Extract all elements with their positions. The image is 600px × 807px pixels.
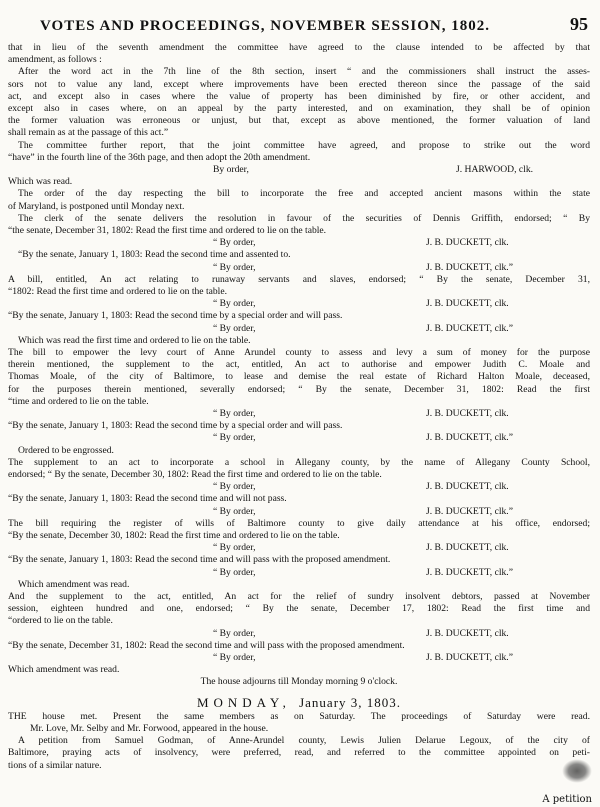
text-line: except also in cases where, on an appeal by the party interested, and on examination, they shall be of opinion	[8, 103, 590, 115]
by-order-text: “ By order,	[213, 298, 256, 310]
clerk-name: J. B. DUCKETT, clk.	[426, 627, 509, 639]
text-line: amendment, as follows :	[8, 54, 102, 66]
ink-blot	[562, 759, 592, 783]
clerk-name: J. B. DUCKETT, clk.	[426, 481, 509, 493]
signature-line	[8, 567, 590, 579]
text-line: that in lieu of the seventh amendment the committee have agreed to the clause intended to be affected by that	[8, 42, 590, 53]
by-order-text: “ By order,	[213, 322, 256, 334]
text-line: Mr. Love, Mr. Selby and Mr. Forwood, appeared in the house.	[30, 722, 269, 734]
monday-proceedings	[8, 711, 590, 772]
text-line: The supplement to an act to incorporate a school in Allegany county, by the name of Allegany County School,	[8, 456, 590, 468]
text-line: act, and except also in cases where the value of property has been diminished by fire, or other accident, and	[8, 90, 590, 102]
text-line: Which amendment was read.	[8, 664, 120, 676]
text-line: Which amendment was read.	[18, 578, 130, 590]
signature-line	[8, 481, 590, 493]
text-line: The order of the day respecting the bill to incorporate the free and accepted ancient masons within the state	[18, 188, 590, 200]
by-order-text: “ By order,	[213, 481, 256, 493]
text-line: “the senate, December 31, 1802: Read the first time and ordered to lie on the table.	[8, 225, 327, 237]
signature-line	[8, 262, 590, 274]
clerk-name: J. HARWOOD, clk.	[456, 164, 534, 176]
by-order-text: “ By order,	[213, 432, 256, 444]
signature-line	[8, 652, 590, 664]
signature-line	[8, 408, 590, 420]
catchword: A petition	[542, 794, 592, 805]
signature-line	[8, 506, 590, 518]
text-line: session, eighteen hundred and one, endorsed; “ By the senate, December 17, 1802: Read the first time and	[8, 603, 590, 615]
text-line: “1802: Read the first time and ordered to lie on the table.	[8, 286, 227, 298]
text-line: sors not to value any land, except where improvements have been erected thereon since the passage of the said	[8, 78, 590, 90]
text-line: “ordered to lie on the table.	[8, 615, 113, 627]
text-line: Baltimore, praying acts of insolvency, were preferred, read, and referred to the committee appointed on peti-	[8, 747, 590, 759]
clerk-name: J. B. DUCKETT, clk.	[426, 408, 509, 420]
clerk-name: J. B. DUCKETT, clk.	[426, 298, 509, 310]
text-line: The house adjourns till Monday morning 9 o'clock.	[200, 676, 398, 688]
running-header	[40, 12, 588, 42]
text-line: The bill requiring the register of wills of Baltimore county to give daily attendance at his office, endorsed;	[8, 517, 590, 529]
page-number: 95	[570, 14, 588, 34]
text-line: tions of a similar nature.	[8, 759, 102, 771]
by-order-text: “ By order,	[213, 408, 256, 420]
text-line: endorsed; “ By the senate, December 30, 1802: Read the first time and ordered to lie on the table.	[8, 469, 382, 480]
text-line: of Maryland, is postponed until Monday next.	[8, 200, 185, 212]
document-body	[8, 42, 590, 807]
text-line: The clerk of the senate delivers the resolution in favour of the securities of Dennis Griffith, endorsed; “ By	[18, 212, 590, 224]
day-date: January 3, 1803.	[299, 694, 402, 710]
clerk-name: J. B. DUCKETT, clk.”	[426, 322, 513, 334]
day-heading	[8, 694, 590, 710]
text-line: “By the senate, January 1, 1803: Read the second time and will not pass.	[8, 493, 287, 505]
text-line: A petition from Samuel Godman, of Anne-Arundel county, Lewis Julien Delarue Legoux, of the city of	[18, 735, 590, 747]
text-line: “By the senate, January 1, 1803: Read the second time by a special order and will pass.	[8, 310, 343, 322]
text-line: “By the senate, January 1, 1803: Read the second time and assented to.	[18, 249, 291, 261]
text-line: THE house met. Present the same members as on Saturday. The proceedings of Saturday were read.	[8, 710, 590, 722]
signature-line	[8, 323, 590, 335]
by-order-text: “ By order,	[213, 566, 256, 578]
text-line: After the word act in the 7th line of the 8th section, insert “ and the commissioners shall instruct the asses-	[18, 66, 590, 78]
signature-line	[8, 164, 590, 176]
by-order-text: “ By order,	[213, 651, 256, 663]
text-line: therein mentioned, the supplement to the act, entitled, An act to authorise and empower Judith C. Moale and	[8, 359, 590, 371]
text-line: “By the senate, December 30, 1802: Read the first time and ordered to lie on the table.	[8, 529, 340, 541]
text-line: “By the senate, December 31, 1802: Read the second time and will pass with the proposed amendment.	[8, 639, 405, 651]
by-order-text: By order,	[213, 164, 249, 176]
by-order-text: “ By order,	[213, 237, 256, 249]
signature-line	[8, 628, 590, 640]
clerk-name: J. B. DUCKETT, clk.”	[426, 651, 513, 663]
text-line: Thomas Moale, of the city of Baltimore, to lease and demise the real estate of Richard Halton Moale, deceased,	[8, 371, 590, 383]
text-line: Which was read the first time and ordered to lie on the table.	[18, 334, 251, 346]
text-line: for the purposes therein mentioned, severally endorsed; “ By the senate, December 31, 1802: Read the first	[8, 383, 590, 395]
clerk-name: J. B. DUCKETT, clk.”	[426, 505, 513, 517]
text-line: the former valuation was erroneous or unjust, but that, except as above mentioned, the former valuation of land	[8, 115, 590, 127]
clerk-name: J. B. DUCKETT, clk.”	[426, 566, 513, 578]
signature-line	[8, 237, 590, 249]
text-line: The bill to empower the levy court of Anne Arundel county to assess and levy a sum of money for the purpose	[8, 347, 590, 358]
text-line: And the supplement to the act, entitled, An act for the relief of sundry insolvent debtors, passed at November	[8, 590, 590, 602]
signature-line	[8, 298, 590, 310]
text-line: A bill, entitled, An act relating to runaway servants and slaves, endorsed; “ By the senate, December 31,	[8, 273, 590, 285]
signature-line	[8, 542, 590, 554]
text-line: “By the senate, January 1, 1803: Read the second time and will pass with the proposed amendment.	[8, 554, 391, 566]
text-line: Ordered to be engrossed.	[18, 444, 114, 456]
text-line: “have” in the fourth line of the 36th page, and then adopt the 20th amendment.	[8, 151, 311, 163]
clerk-name: J. B. DUCKETT, clk.”	[426, 261, 513, 273]
by-order-text: “ By order,	[213, 505, 256, 517]
running-title: VOTES AND PROCEEDINGS, NOVEMBER SESSION, 1802.	[40, 18, 490, 34]
clerk-name: J. B. DUCKETT, clk.”	[426, 432, 513, 444]
by-order-text: “ By order,	[213, 627, 256, 639]
clerk-name: J. B. DUCKETT, clk.	[426, 542, 509, 554]
by-order-text: “ By order,	[213, 261, 256, 273]
text-line: The committee further report, that the joint committee have agreed, and propose to strike out the word	[18, 139, 590, 151]
signature-line	[8, 432, 590, 444]
day-name: MONDAY,	[196, 694, 291, 710]
text-line: “time and ordered to lie on the table.	[8, 395, 149, 407]
proceedings-text	[8, 42, 590, 689]
text-line: “By the senate, January 1, 1803: Read the second time by a special order and will pass.	[8, 420, 343, 432]
by-order-text: “ By order,	[213, 542, 256, 554]
clerk-name: J. B. DUCKETT, clk.	[426, 237, 509, 249]
text-line: Which was read.	[8, 176, 73, 188]
text-line: shall remain as at the passage of this act.”	[8, 127, 169, 139]
